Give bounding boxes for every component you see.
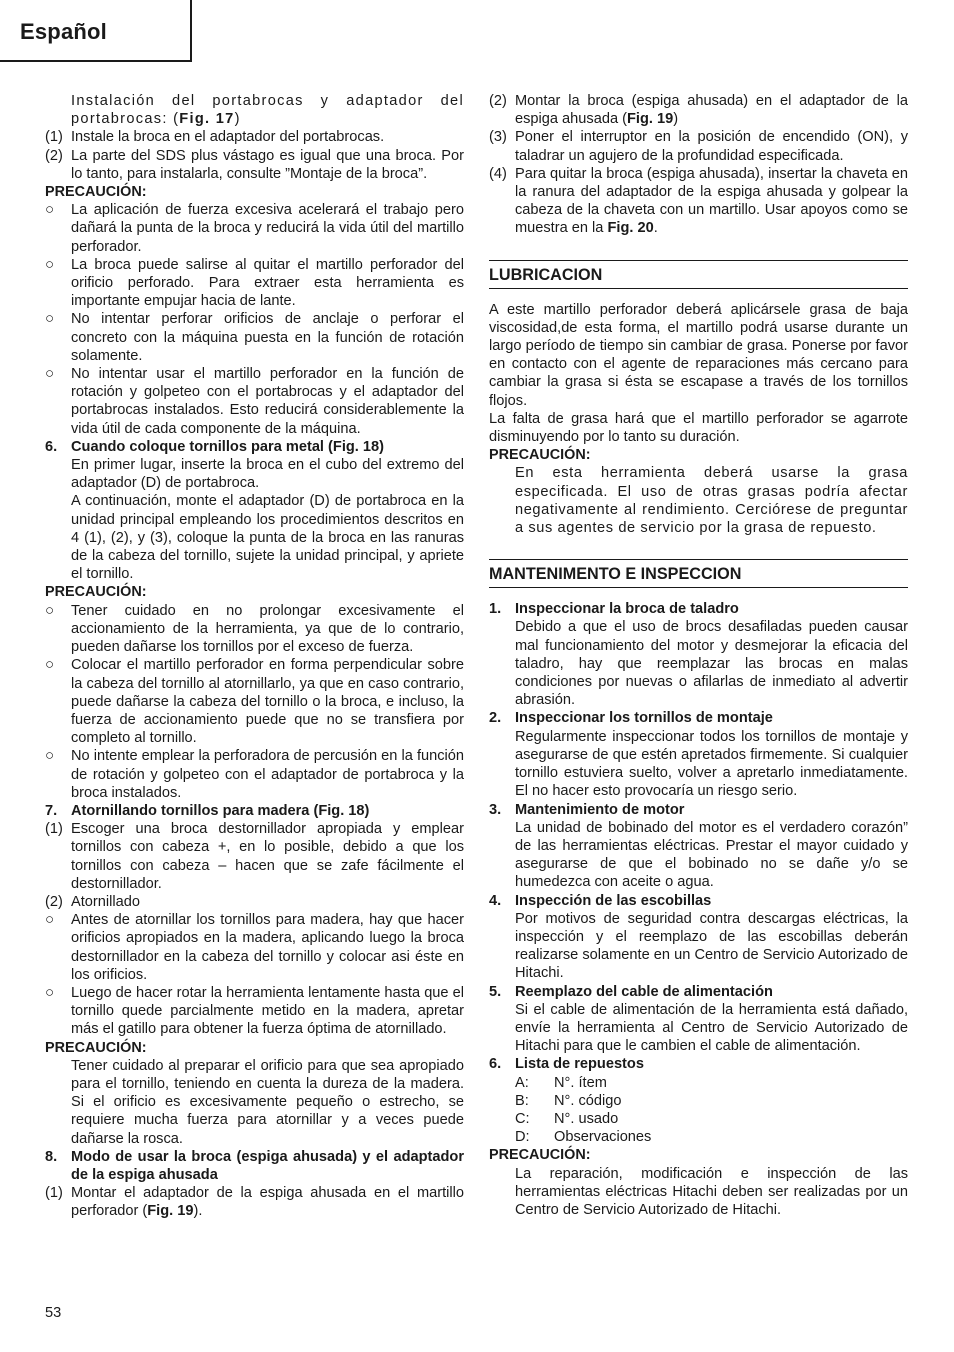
step-2: (2) La parte del SDS plus vástago es igual que una broca. Por lo tanto, para instalarla, consulte ”Montaje de la broca”.	[45, 147, 464, 182]
step-1: (1) Escoger una broca destornillador apropiada y emplear tornillos con cabeza +, en lo posible, debido a que los tornillos con cabeza – hacen que se zafe fácilmente el destornillador.	[45, 821, 464, 892]
caution-label: PRECAUCIÓN:	[489, 1147, 591, 1164]
caution-bullet: ○ Tener cuidado en no prolongar excesivamente el accionamiento de la herramienta, ya que de lo contrario, pueden dañarse los tornillos por el exceso de fuerza.	[45, 601, 464, 656]
lubricacion-paragraph: La falta de grasa hará que el martillo perforador se agarrote disminuyendo por lo tanto su duración.	[489, 410, 908, 446]
mantenimiento-heading: MANTENIMENTO E INSPECCION	[489, 559, 908, 588]
section-7-heading: 7. Atornillando tornillos para madera (Fig. 18)	[45, 802, 370, 819]
circle-bullet-icon: ○	[45, 656, 55, 674]
step-2: (2) Atornillado	[45, 893, 140, 910]
caution-label: PRECAUCIÓN:	[45, 584, 147, 601]
maintenance-item-text: Regularmente inspeccionar todos los tornillos de montaje y asegurarse de que estén apretados firmemente. Si cualquier tornillo estuviera suelto, volver a apretarlo inmediatamente. El no hacer esto provocaría un riesgo serio.	[515, 728, 908, 800]
maintenance-item-heading: 4. Inspección de las escobillas	[489, 892, 712, 909]
parts-list-heading: 6. Lista de repuestos	[489, 1056, 644, 1073]
caution-paragraph: Tener cuidado al preparar el orificio para que sea apropiado para el tornillo, teniendo en cuenta la dureza de la madera. Si el orificio es excesivamente pequeño o estrecho, se requiere mucha fuerza para atornillar y a veces puede dañarse la rosca.	[71, 1057, 464, 1147]
circle-bullet-icon: ○	[45, 201, 55, 219]
language-title: Español	[20, 19, 107, 44]
circle-bullet-icon: ○	[45, 911, 55, 929]
caution-label: PRECAUCIÓN:	[45, 184, 147, 201]
parts-list	[489, 1074, 908, 1147]
left-column	[45, 92, 464, 1221]
circle-bullet-icon: ○	[45, 983, 55, 1001]
caution-bullet: ○ La broca puede salirse al quitar el martillo perforador del orificio perforado. Para extraer esta herramienta es importante empujar hacia de lante.	[45, 255, 464, 310]
maintenance-item-heading: 2. Inspeccionar los tornillos de montaje	[489, 710, 773, 727]
language-tab	[0, 0, 192, 62]
caution-bullet: ○ La aplicación de fuerza excesiva acelerará el trabajo pero dañará la punta de la broca y reducirá la vida útil del martillo perforador.	[45, 201, 464, 255]
lubricacion-paragraph: A este martillo perforador deberá aplicársele grasa de baja viscosidad,de esta forma, el martillo podrá usarse durante un largo período de tiempo sin cambiar de grasa. Ponerse por favor en contacto con el agente de reparaciones más cercano para cambiar la grasa si ésta se escapase a través de los tornillos flojos.	[489, 301, 908, 409]
circle-bullet-icon: ○	[45, 601, 55, 619]
maintenance-item-heading: 3. Mantenimiento de motor	[489, 801, 685, 818]
circle-bullet-icon: ○	[45, 310, 55, 328]
parts-row: C: N°. usado	[515, 1110, 619, 1127]
maintenance-item-heading: 1. Inspeccionar la broca de taladro	[489, 601, 739, 618]
maintenance-item-text: Debido a que el uso de brocs desafiladas pueden causar mal funcionamiento del motor y desmejorar la eficacia del taladro, hay que reemplazar las brocas en malas condiciones por nuevas o afilarlas de inmediato al advertir abrasión.	[515, 619, 908, 709]
step-4: (4) Para quitar la broca (espiga ahusada), insertar la chaveta en la ranura del adaptador de la espiga ahusada y golpear la cabeza de la chaveta con un martillo. Usar apoyos como se muestra en la Fig. 20.	[489, 165, 908, 237]
caution-bullet: ○ No intente emplear la perforadora de percusión en la función de rotación y golpeteo con el adaptador de portabroca y la broca instalados.	[45, 747, 464, 801]
step-1: (1) Montar el adaptador de la espiga ahusada en el martillo perforador (Fig. 19).	[45, 1185, 464, 1220]
step-1: (1) Instale la broca en el adaptador del portabrocas.	[45, 129, 385, 146]
section-6-heading: 6. Cuando coloque tornillos para metal (Fig. 18)	[45, 438, 384, 455]
step-bullet: ○ Antes de atornillar los tornillos para madera, hay que hacer orificios apropiados en la madera, aplicando luego la broca destornillador en la cabeza del tornillo y colocar asi éste en los orificios.	[45, 911, 464, 983]
section-6-paragraph: A continuación, monte el adaptador (D) de portabroca en la unidad principal empleando los procedimientos descritos en 4 (1), (2), y (3), coloque la punta de la broca en las ranuras de la cabeza del tornillo, sujete la unidad principal, y apriete el tornillo.	[71, 493, 464, 583]
caution-paragraph: En esta herramienta deberá usarse la grasa especificada. El uso de otras grasas podría afectar negativamente al rendimiento. Cerciórese de preguntar a sus agentes de servicio por la grasa de repuesto.	[515, 465, 908, 537]
circle-bullet-icon: ○	[45, 365, 55, 383]
intro-paragraph: Instalación del portabrocas y adaptador del portabrocas: (Fig. 17)	[71, 93, 464, 128]
maintenance-item-heading: 5. Reemplazo del cable de alimentación	[489, 983, 773, 1000]
parts-row: D: Observaciones	[515, 1129, 652, 1146]
circle-bullet-icon: ○	[45, 747, 55, 765]
section-8-heading: 8. Modo de usar la broca (espiga ahusada) y el adaptador de la espiga ahusada	[45, 1148, 464, 1183]
caution-bullet: ○ No intentar perforar orificios de anclaje o perforar el concreto con la máquina puesta en la función de rotación solamente.	[45, 310, 464, 364]
parts-row: A: N°. ítem	[515, 1074, 607, 1091]
caution-bullet: ○ Colocar el martillo perforador en forma perpendicular sobre la cabeza del tornillo al atornillarlo, ya que en caso contrario, puede dañarse la cabeza del tornillo o la broca, e incluso, la fuerza de accionamiento puede que no se transfiera por completo al tornillo.	[45, 656, 464, 747]
step-bullet: ○ Luego de hacer rotar la herramienta lentamente hasta que el tornillo quede parcialmente metido en la madera, apretar más el gatillo para obtener la fuerza óptima de atornillado.	[45, 983, 464, 1038]
step-2: (2) Montar la broca (espiga ahusada) en el adaptador de la espiga ahusada (Fig. 19)	[489, 93, 908, 128]
caution-paragraph: La reparación, modificación e inspección de las herramientas eléctricas Hitachi deben ser realizadas por un Centro de Servicio Autorizado de Hitachi.	[515, 1165, 908, 1218]
caution-label: PRECAUCIÓN:	[45, 1039, 147, 1056]
step-3: (3) Poner el interruptor en la posición de encendido (ON), y taladrar un agujero de la profundidad especificada.	[489, 129, 908, 164]
circle-bullet-icon: ○	[45, 255, 55, 273]
page-number: 53	[45, 1305, 62, 1321]
caution-bullet: ○ No intentar usar el martillo perforador en la función de rotación y golpeteo con el portabrocas y el adaptador del portabrocas instalados. Esto reducirá considerablemente la vida útil de cada componente de la máquina.	[45, 365, 464, 437]
lubricacion-heading: LUBRICACION	[489, 260, 908, 289]
caution-label: PRECAUCIÓN:	[489, 447, 591, 464]
maintenance-item-text: La unidad de bobinado del motor es el verdadero corazón” de las herramientas eléctricas. Prestar el mayor cuidado y asegurarse de que el bobinado no se dañe y/o se humedezca con aceite o agua.	[515, 819, 908, 891]
maintenance-item-text: Si el cable de alimentación de la herramienta está dañado, envíe la herramienta al Centro de Servicio Autorizado de Hitachi para que le cambien el cable de alimentación.	[515, 1001, 908, 1055]
maintenance-item-text: Por motivos de seguridad contra descargas eléctricas, la inspección y el reemplazo de las escobillas deberán realizarse solamente en un Centro de Servicio Autorizado de Hitachi.	[515, 910, 908, 982]
right-column	[489, 92, 908, 1219]
section-6-paragraph: En primer lugar, inserte la broca en el cubo del extremo del adaptador (D) de portabroca.	[71, 457, 464, 492]
parts-row: B: N°. código	[515, 1092, 622, 1109]
